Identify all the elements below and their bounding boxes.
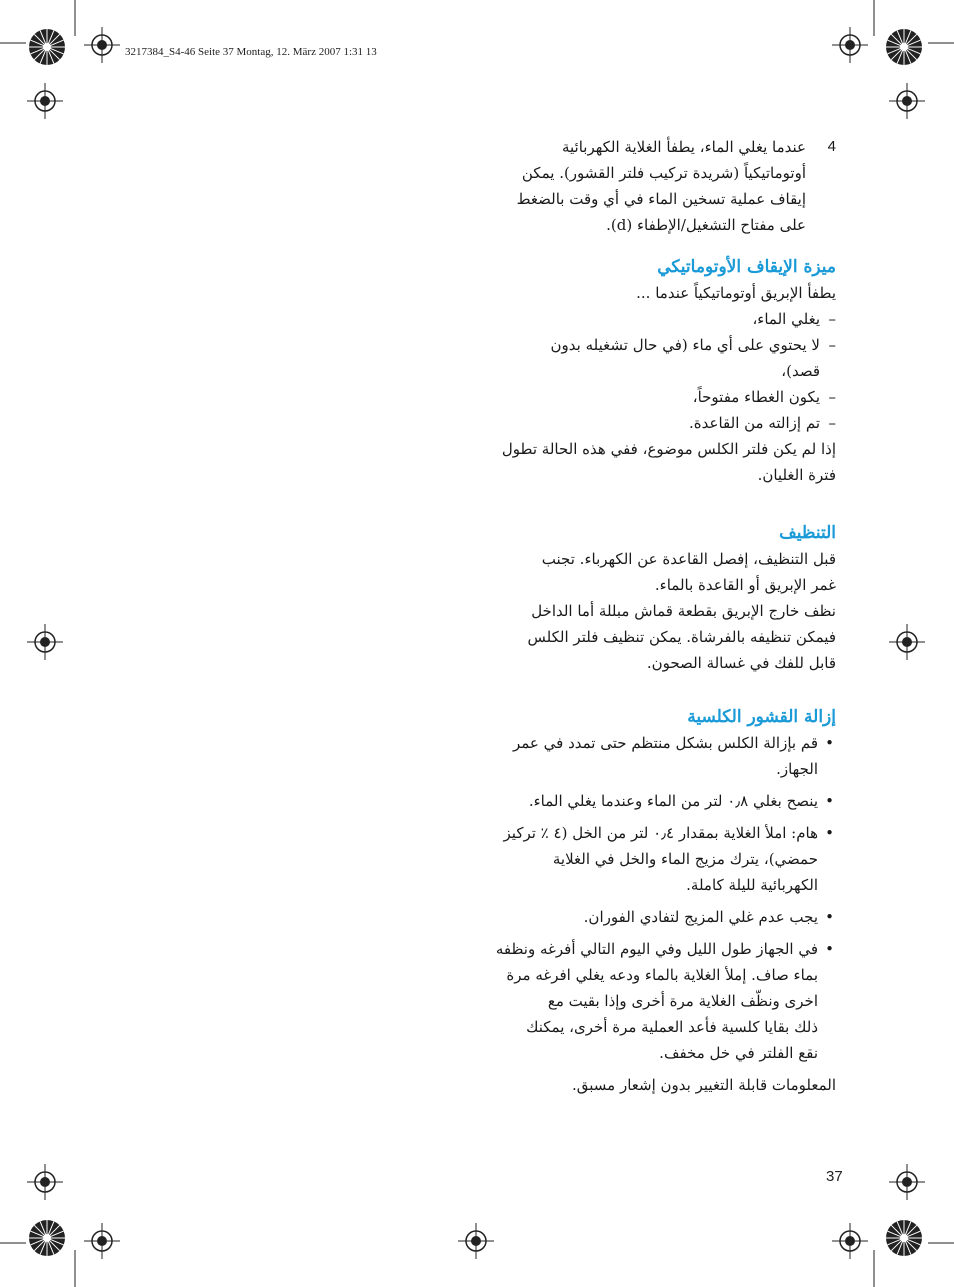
list-item-text: قم بإزالة الكلس بشكل منتظم حتى تمدد في عمر <box>512 734 818 752</box>
list-item-text: تم إزالته من القاعدة. <box>689 414 820 432</box>
list-item-text: حمضي)، يترك مزيج الماء والخل في الغلاية <box>552 850 818 868</box>
cleaning-paragraph: نظف خارج الإبريق بقطعة قماش مبللة أما الداخل <box>531 602 836 620</box>
descaling-list <box>470 730 836 1066</box>
step-4-line: أوتوماتيكياً (شريدة تركيب فلتر القشور). يمكن <box>521 164 806 182</box>
main-content <box>470 134 836 1098</box>
step-4-line: عندما يغلي الماء، يطفأ الغلاية الكهربائية <box>561 138 806 156</box>
auto-off-note: إذا لم يكن فلتر الكلس موضوع، ففي هذه الحالة تطول <box>501 440 836 458</box>
list-item <box>470 306 836 332</box>
page-number: 37 <box>826 1168 843 1185</box>
dash-marker: – <box>828 336 836 354</box>
dash-marker: – <box>828 414 836 432</box>
step-4-line: إيقاف عملية تسخين الماء في أي وقت بالضغط <box>516 190 806 208</box>
cleaning-paragraph: فيمكن تنظيفه بالفرشاة. يمكن تنظيف فلتر الكلس <box>527 628 836 646</box>
auto-off-intro: يطفأ الإبريق أوتوماتيكياً عندما ... <box>636 284 836 302</box>
auto-off-title: ميزة الإيقاف الأوتوماتيكي <box>657 257 836 277</box>
step-number: 4 <box>827 138 836 155</box>
dash-marker: – <box>828 310 836 328</box>
bullet-marker: • <box>825 792 834 810</box>
cleaning-paragraph: غمر الإبريق أو القاعدة بالماء. <box>654 576 836 594</box>
dash-marker: – <box>828 388 836 406</box>
cleaning-paragraph: قبل التنظيف، إفصل القاعدة عن الكهرباء. تجنب <box>541 550 836 568</box>
list-item-text: في الجهاز طول الليل وفي اليوم التالي أفرغه ونظفه <box>495 940 818 958</box>
list-item-text: ذلك بقايا كلسية فأعد العملية مرة أخرى، يمكنك <box>526 1018 818 1036</box>
list-item <box>470 332 836 384</box>
list-item-text: يغلي الماء، <box>752 310 820 328</box>
cleaning-title: التنظيف <box>779 523 836 543</box>
list-item <box>470 936 836 1066</box>
auto-off-list <box>470 306 836 436</box>
bullet-marker: • <box>825 908 834 926</box>
list-item <box>470 410 836 436</box>
print-info-header: 3217384_S4-46 Seite 37 Montag, 12. März 2007 1:31 13 <box>125 46 377 58</box>
auto-off-note: فترة الغليان. <box>757 466 836 484</box>
cleaning-paragraph: قابل للفك في غسالة الصحون. <box>646 654 836 672</box>
step-4-line: على مفتاح التشغيل/الإطفاء (d). <box>606 216 806 234</box>
descaling-title: إزالة القشور الكلسية <box>687 707 836 727</box>
list-item-text: نقع الفلتر في خل مخفف. <box>659 1044 818 1062</box>
list-item-text: الكهربائية لليلة كاملة. <box>686 876 818 894</box>
list-item <box>470 384 836 410</box>
list-item-text: يكون الغطاء مفتوحاً، <box>692 388 820 406</box>
bullet-marker: • <box>825 940 834 958</box>
step-4 <box>470 134 836 238</box>
bullet-marker: • <box>825 734 834 752</box>
bullet-marker: • <box>825 824 834 842</box>
list-item-text: ينصح بغلي ٠٫٨ لتر من الماء وعندما يغلي الماء. <box>528 792 818 810</box>
list-item-text: هام: املأ الغلاية بمقدار ٠٫٤ لتر من الخل (٤ ٪ تركيز <box>503 824 818 842</box>
list-item-text: بماء صاف. إملأ الغلاية بالماء ودعه يغلي افرغه مرة <box>506 966 818 984</box>
list-item <box>470 788 836 814</box>
list-item-text: الجهاز. <box>776 760 818 778</box>
list-item-text: قصد)، <box>781 362 820 380</box>
footer-note: المعلومات قابلة التغيير بدون إشعار مسبق. <box>572 1076 836 1094</box>
list-item <box>470 730 836 782</box>
list-item-text: اخرى ونظّف الغلاية مرة أخرى وإذا بقيت مع <box>547 992 818 1010</box>
list-item-text: يجب عدم غلي المزيج لتفادي الفوران. <box>583 908 818 926</box>
list-item <box>470 904 836 930</box>
list-item <box>470 820 836 898</box>
list-item-text: لا يحتوي على أي ماء (في حال تشغيله بدون <box>550 336 820 354</box>
